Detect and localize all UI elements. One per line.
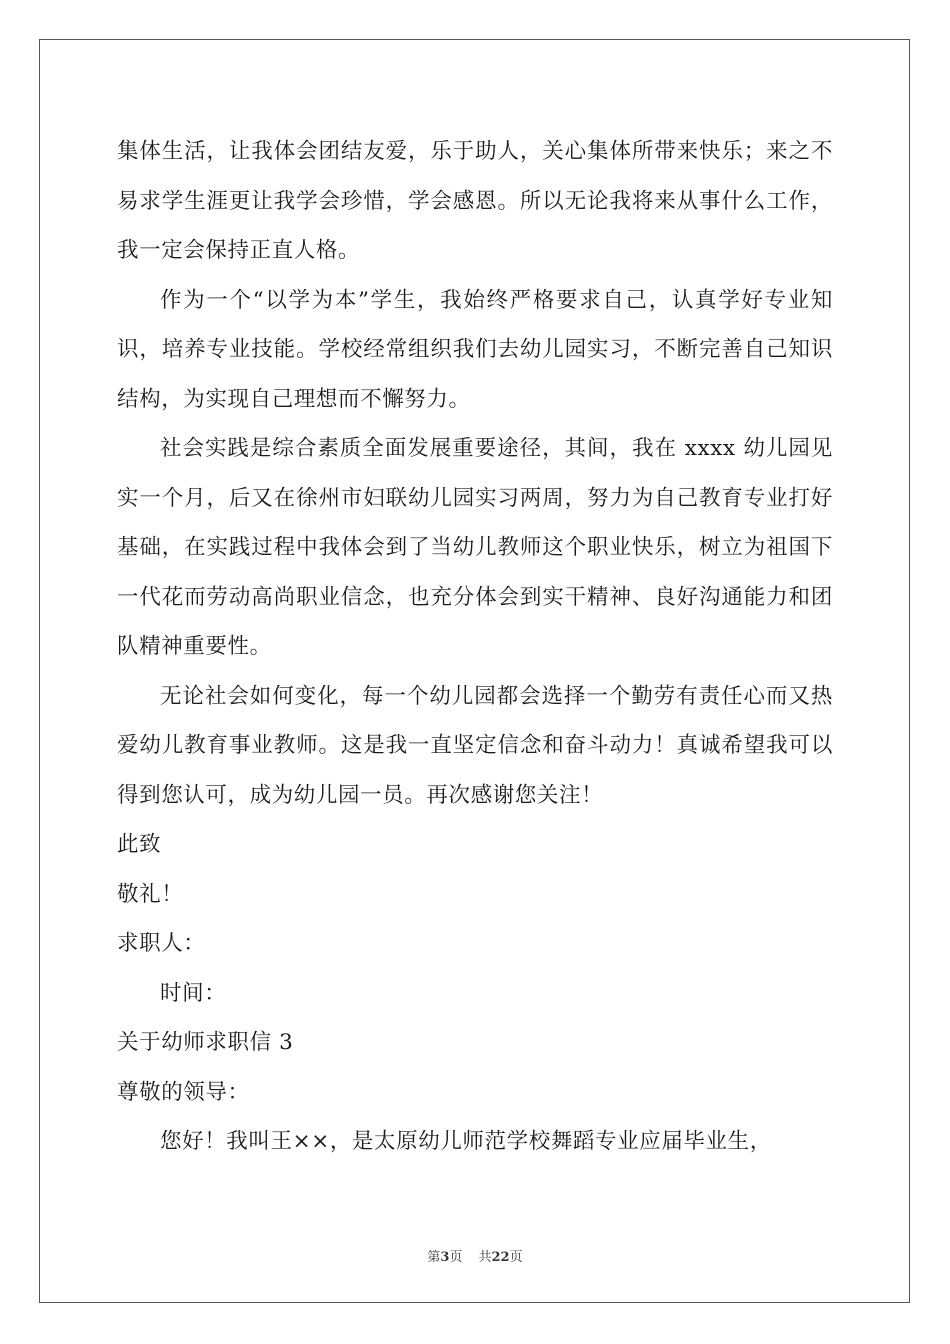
paragraph-closing-wish: 无论社会如何变化，每一个幼儿园都会选择一个勤劳有责任心而又热爱幼儿教育事业教师。这是我一直坚定信念和奋斗动力！真诚希望我可以得到您认可，成为幼儿园一员。再次感谢您关注！ [117, 683, 833, 808]
footer-total-pages: 22 [491, 1250, 510, 1265]
salutation-cizhi: 此致 [117, 832, 162, 857]
footer-total-suffix: 页 [509, 1250, 523, 1265]
greeting-leader: 尊敬的领导： [117, 1079, 250, 1105]
salutation-jingli: 敬礼！ [117, 881, 184, 907]
footer-total-prefix: 共 [478, 1250, 492, 1265]
signature-applicant: 求职人： [117, 931, 206, 956]
paragraph-collective-life: 集体生活，让我体会团结友爱，乐于助人，关心集体所带来快乐；来之不易求学生涯更让我学会珍惜，学会感恩。所以无论我将来从事什么工作，我一定会保持正直人格。 [117, 139, 833, 263]
paragraph-introduction: 您好！我叫王××，是太原幼儿师范学校舞蹈专业应届毕业生， [160, 1129, 772, 1154]
footer-page-number: 3 [440, 1250, 450, 1265]
footer-prefix: 第 [427, 1250, 441, 1265]
page-footer [0, 1246, 950, 1265]
footer-page-suffix: 页 [449, 1250, 463, 1265]
signature-date: 时间： [160, 980, 227, 1006]
document-body [117, 127, 833, 1167]
section-heading: 关于幼师求职信 3 [117, 1030, 294, 1055]
paragraph-study-focus: 作为一个“以学为本”学生，我始终严格要求自己，认真学好专业知识，培养专业技能。学校经常组织我们去幼儿园实习，不断完善自己知识结构，为实现自己理想而不懈努力。 [117, 287, 833, 412]
paragraph-social-practice: 社会实践是综合素质全面发展重要途径，其间，我在 xxxx 幼儿园见实一个月，后又在徐州市妇联幼儿园实习两周，努力为自己教育专业打好基础，在实践过程中我体会到了当幼儿教师这个职业快乐，树立为祖国下一代花而劳动高尚职业信念，也充分体会到实干精神、良好沟通能力和团队精神重要性。 [117, 436, 833, 659]
